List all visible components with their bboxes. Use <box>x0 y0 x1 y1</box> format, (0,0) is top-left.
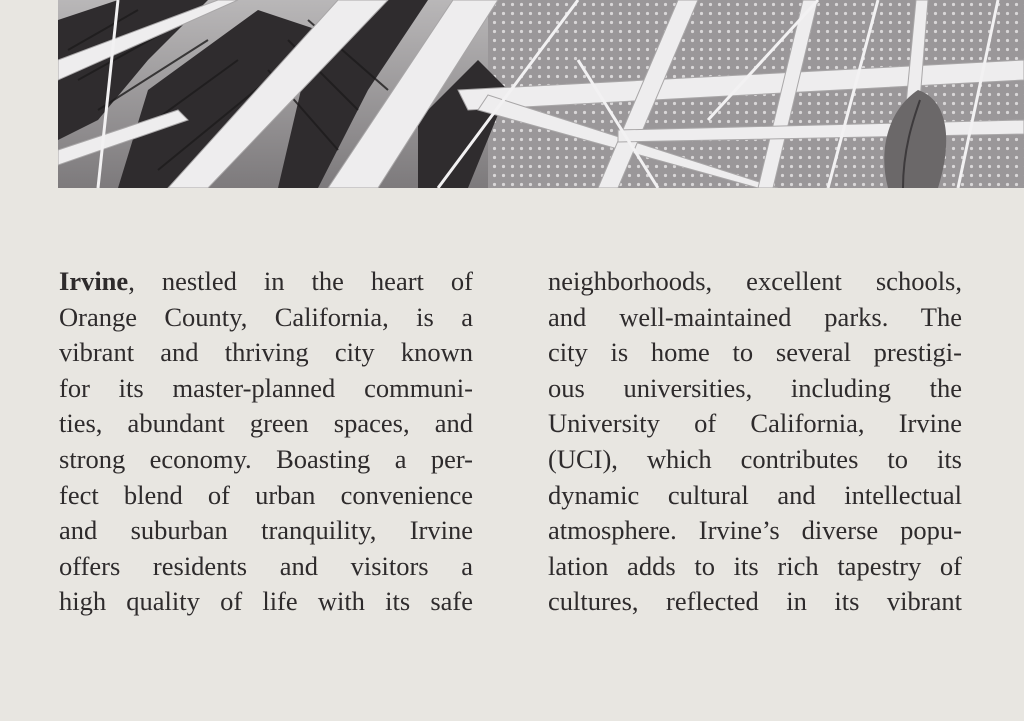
text-line: atmosphere. Irvine’s diverse popu- <box>548 515 962 546</box>
text-line: (UCI), which contributes to its <box>548 443 962 474</box>
text-line: and suburban tranquility, Irvine <box>59 515 473 546</box>
text-line: ties, abundant green spaces, and <box>59 408 473 439</box>
text-line: vibrant and thriving city known <box>59 337 473 368</box>
text-line: lation adds to its rich tapestry of <box>548 550 962 581</box>
text-line: and well-maintained parks. The <box>548 301 962 332</box>
text-line: high quality of life with its safe <box>59 586 473 617</box>
text-line: dynamic cultural and intellectual <box>548 479 962 510</box>
text-line: neighborhoods, excellent schools, <box>548 266 962 296</box>
lattice-canopy-image <box>58 0 1024 188</box>
text-line: for its master-planned communi- <box>59 372 473 403</box>
lead-word: Irvine <box>59 266 129 296</box>
article-column-right <box>548 264 962 620</box>
text-line: offers residents and visitors a <box>59 550 473 581</box>
text-line <box>59 264 473 300</box>
text-line: strong economy. Boasting a per- <box>59 443 473 474</box>
text-line: cultures, reflected in its vibrant <box>548 586 962 617</box>
line-text: , nestled in the heart of <box>128 266 473 296</box>
text-line: ous universities, including the <box>548 372 962 403</box>
article-column-left <box>59 264 473 620</box>
header-photo <box>58 0 1024 188</box>
text-line: fect blend of urban convenience <box>59 479 473 510</box>
text-line: University of California, Irvine <box>548 408 962 439</box>
text-line: Orange County, California, is a <box>59 301 473 332</box>
text-line: city is home to several prestigi- <box>548 337 962 368</box>
